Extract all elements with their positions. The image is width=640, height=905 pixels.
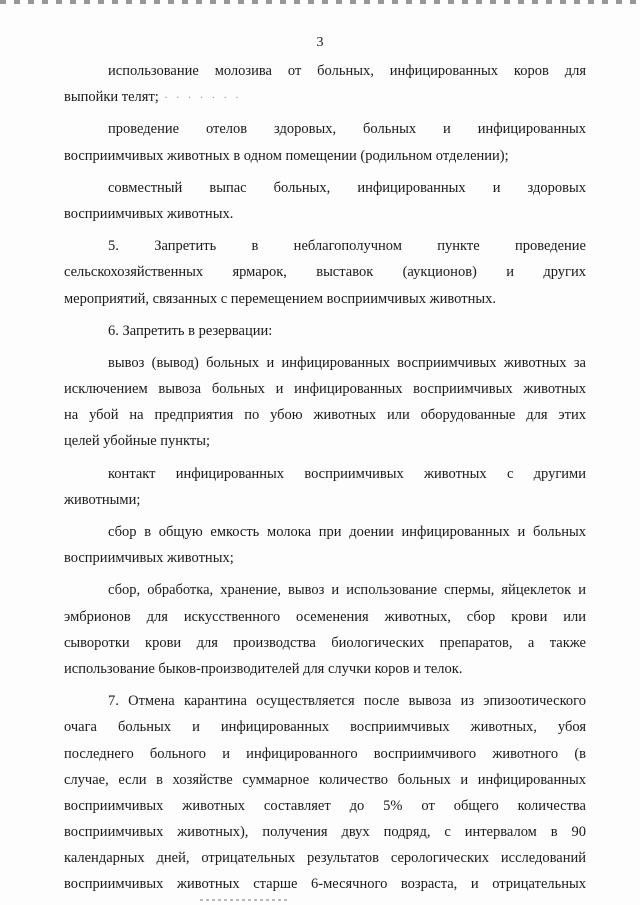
text-line: контакт инфицированных восприимчивых животных с другими — [108, 465, 586, 482]
text-line: целей убойные пункты; — [64, 433, 210, 450]
scan-artifact-top — [0, 0, 640, 4]
text-line: проведение отелов здоровых, больных и инфицированных — [108, 121, 586, 138]
text-line: 7. Отмена карантина осуществляется после вывоза из эпизоотического — [108, 693, 586, 710]
page-number: 3 — [316, 35, 324, 50]
scan-noise: · · · · · · · — [158, 93, 242, 105]
text-line: восприимчивых животных составляет до 5% от общего количества — [64, 797, 586, 814]
text-line: мероприятий, связанных с перемещением восприимчивых животных. — [64, 290, 496, 307]
text-line: восприимчивых животных), получения двух подряд, с интервалом в 90 — [64, 824, 586, 841]
text-line: случае, если в хозяйстве суммарное количество больных и инфицированных — [64, 771, 586, 788]
text-line: восприимчивых животных в одном помещении (родильном отделении); — [64, 147, 509, 164]
text-line: совместный выпас больных, инфицированных и здоровых — [108, 179, 586, 196]
text-line: 5. Запретить в неблагополучном пункте проведение — [108, 238, 586, 255]
text-line: животными; — [64, 491, 141, 508]
text-line: использование быков-производителей для случки коров и телок. — [64, 660, 463, 677]
text-line: сбор, обработка, хранение, вывоз и использование спермы, яйцеклеток и — [108, 582, 586, 599]
text-line: на убой на предприятия по убою животных или оборудованные для этих — [64, 407, 586, 424]
text-line: эмбрионов для искусственного осеменения животных, сбор крови или — [64, 608, 586, 625]
text-line — [64, 84, 586, 110]
text-line: очага больных и инфицированных восприимчивых животных, убоя — [64, 719, 586, 736]
text-line: исключением вывоза больных и инфицированных восприимчивых животных — [64, 381, 586, 398]
text-line: сыворотки крови для производства биологических препаратов, а также — [64, 634, 586, 651]
text-line: восприимчивых животных. — [64, 205, 234, 222]
text-line: сельскохозяйственных ярмарок, выставок (аукционов) и других — [64, 264, 586, 281]
scan-artifact-bottom — [200, 899, 290, 901]
text-line: сбор в общую емкость молока при доении инфицированных и больных — [108, 524, 586, 540]
text-line: восприимчивых животных старше 6-месячного возраста, и отрицательных — [64, 876, 586, 893]
text-line: вывоз (вывод) больных и инфицированных восприимчивых животных за — [108, 354, 586, 371]
text-line: использование молозива от больных, инфицированных коров для — [108, 63, 586, 79]
text-line: календарных дней, отрицательных результатов серологических исследований — [64, 850, 586, 867]
text-line: последнего больного и инфицированного восприимчивого животного (в — [64, 745, 586, 762]
text-line-content: выпойки телят; — [64, 89, 159, 106]
text-line: 6. Запретить в резервации: — [108, 322, 273, 339]
text-line: восприимчивых животных; — [64, 550, 234, 567]
document-body — [64, 58, 586, 898]
